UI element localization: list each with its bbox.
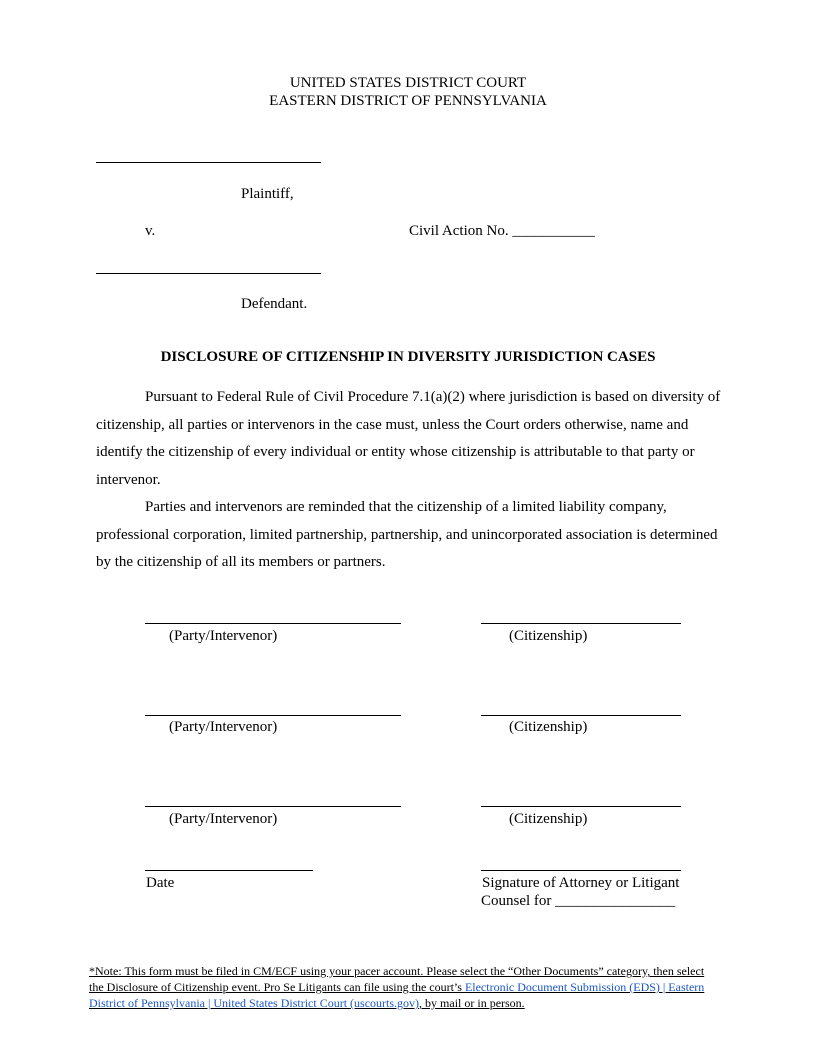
defendant-name-line[interactable] [96,273,321,274]
court-header [0,74,816,110]
note-text-before: *Note: This form must be filed in CM/ECF using your pacer account. Please select the “Other Documents” category, then select the Disclosure of Citizenship event. Pro Se Litigants can file using the court’s [89,964,705,994]
plaintiff-name-line[interactable] [96,162,321,163]
citizenship-label-1: (Citizenship) [509,628,588,644]
paragraph-reminder: Parties and intervenors are reminded that the citizenship of a limited liability company, professional corporation, limited partnership, partnership, and unincorporated association is determined by the citizenship of all its members or partners. [96,499,718,570]
signature-line[interactable] [481,870,681,871]
form-title: DISCLOSURE OF CITIZENSHIP IN DIVERSITY JURISDICTION CASES [160,349,656,365]
citizenship-line-2[interactable] [481,715,681,716]
party-label-2: (Party/Intervenor) [169,719,278,735]
party-line-1[interactable] [145,623,401,624]
party-label-1: (Party/Intervenor) [169,628,278,644]
citizenship-label-3: (Citizenship) [509,811,588,827]
citizenship-line-1[interactable] [481,623,681,624]
party-line-2[interactable] [145,715,401,716]
district-name: EASTERN DISTRICT OF PENNSYLVANIA [269,93,547,109]
civil-action-number[interactable]: Civil Action No. ___________ [409,223,595,239]
defendant-label: Defendant. [241,296,308,312]
signature-label: Signature of Attorney or Litigant [482,875,680,891]
instructions-body [96,384,736,577]
citizenship-line-3[interactable] [481,806,681,807]
paragraph-rule: Pursuant to Federal Rule of Civil Procedure 7.1(a)(2) where jurisdiction is based on diversity of citizenship, all parties or intervenors in the case must, unless the Court orders otherwise, name and identify the citizenship of every individual or entity whose citizenship is attributable to that party or intervenor. [96,389,721,488]
party-line-3[interactable] [145,806,401,807]
note-text-after: , by mail or in person. [419,996,525,1010]
counsel-for-label[interactable]: Counsel for ________________ [481,893,676,909]
versus-label: v. [145,223,156,239]
court-name: UNITED STATES DISTRICT COURT [289,75,527,91]
citizenship-label-2: (Citizenship) [509,719,588,735]
eds-link[interactable]: Electronic Document Submission (EDS) | Eastern District of Pennsylvania | United States District Court (uscourts.gov) [89,980,705,1010]
party-label-3: (Party/Intervenor) [169,811,278,827]
plaintiff-label: Plaintiff, [241,186,294,202]
date-line[interactable] [145,870,313,871]
filing-note [89,963,709,1011]
date-label: Date [146,875,175,891]
